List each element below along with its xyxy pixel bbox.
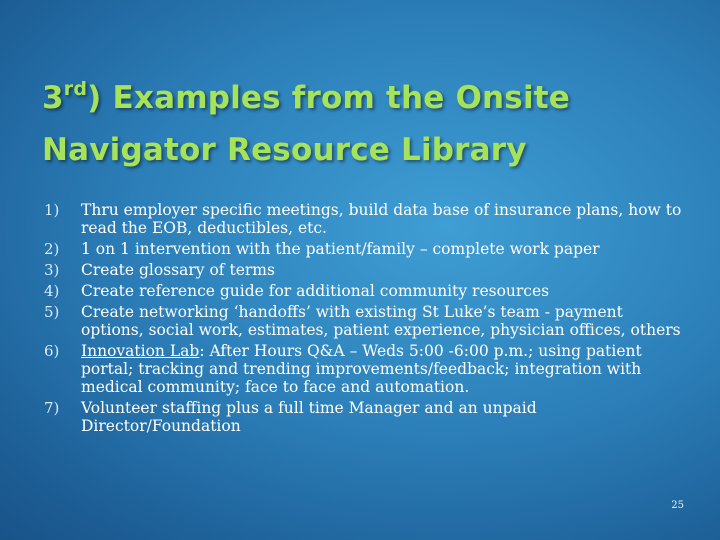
item-text: Create reference guide for additional community resources <box>81 282 550 300</box>
page-number: 25 <box>671 500 684 511</box>
item-text: Thru employer specific meetings, build data base of insurance plans, how to read the EOB, deductibles, etc. <box>81 201 682 237</box>
list-item <box>44 261 684 279</box>
slide-title <box>42 72 682 176</box>
item-number: 5) <box>44 303 60 321</box>
item-text: Volunteer staffing plus a full time Manager and an unpaid Director/Foundation <box>81 399 537 435</box>
item-number: 6) <box>44 342 60 360</box>
list-item <box>44 282 684 300</box>
list-item <box>44 342 684 396</box>
title-main: ) Examples from the Onsite Navigator Resource Library <box>42 80 571 168</box>
item-text: Create networking ‘handoffs’ with existing St Luke’s team - payment options, social work, estimates, patient experience, physician offices, others <box>81 303 681 339</box>
list-item <box>44 399 684 435</box>
innovation-lab-link[interactable]: Innovation Lab <box>81 342 200 360</box>
item-number: 1) <box>44 201 60 219</box>
item-text: Create glossary of terms <box>81 261 275 279</box>
item-text: 1 on 1 intervention with the patient/family – complete work paper <box>81 240 600 258</box>
title-prefix: 3 <box>42 80 64 116</box>
list-item <box>44 303 684 339</box>
bullet-list <box>44 201 684 438</box>
item-number: 4) <box>44 282 60 300</box>
item-number: 3) <box>44 261 60 279</box>
title-superscript: rd <box>63 78 88 100</box>
list-item <box>44 201 684 237</box>
item-number: 2) <box>44 240 60 258</box>
item-number: 7) <box>44 399 60 417</box>
list-item <box>44 240 684 258</box>
item-text: : After Hours Q&A – Weds 5:00 -6:00 p.m.; using patient portal; tracking and trending improvements/feedback; integration with medical community; face to face and automation. <box>81 342 642 396</box>
